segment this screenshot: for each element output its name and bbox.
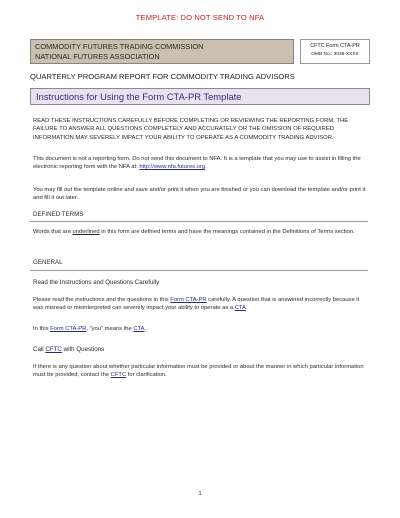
defined-terms-divider [30, 221, 368, 222]
sub2-pre: Call [33, 346, 46, 353]
cta-term-link-2[interactable]: CTA [133, 326, 145, 332]
agency-header-box [30, 39, 294, 64]
not-reporting-end: . [205, 164, 207, 171]
defined-terms-post: in this form are defined terms and have the meanings contained in the Definitions of Terms section. [99, 229, 355, 235]
underlined-word: underlined [72, 229, 100, 235]
p1-mid: carefully. A question that is answered incorrectly because it was misread or misinterpreted can severely impact your ability to operate as a [33, 297, 360, 312]
caps-warning-paragraph: READ THESE INSTRUCTIONS CAREFULLY BEFORE COMPLETING OR REVIEWING THE REPORTING FORM. THE FAILURE TO ANSWER ALL QUESTIONS COMPLETELY AND ACCURATELY OR THE OMISSION OF REQUIRED INFORMATION MAY SEVERELY IMPACT YOUR ABILITY TO OPERATE AS A COMMODITY TRADING ADVISOR. [33, 118, 349, 141]
p1-pre: Please read the instructions and the questions in this [33, 297, 171, 303]
cta-term-link[interactable]: CTA [234, 305, 246, 312]
instructions-title-bar [30, 88, 370, 105]
p2-pre: In this [33, 326, 51, 332]
form-id-box [300, 39, 370, 64]
call-cftc-subheading [33, 346, 104, 353]
nfa-website-link[interactable]: http://www.nfa.futures.org [139, 164, 206, 171]
p2-mid: , "you" means the [86, 326, 134, 332]
not-reporting-paragraph [33, 155, 369, 171]
cftc-link-2[interactable]: CFTC [110, 372, 127, 379]
p3-pre: If there is any question about whether particular information must be provided or about the manner in which particular information must be provided, contact the [33, 364, 364, 379]
defined-terms-pre: Words that are [33, 229, 73, 235]
page-number: 1 [198, 491, 202, 497]
omb-number: OMB No.: 3038-XXXX [311, 52, 359, 57]
form-cta-pr-link[interactable]: Form CTA-PR [170, 297, 207, 303]
general-divider [30, 270, 368, 271]
defined-terms-heading: DEFINED TERMS [33, 211, 84, 218]
agency-line-nfa: NATIONAL FUTURES ASSOCIATION [35, 52, 160, 61]
read-instructions-subheading: Read the Instructions and Questions Carefully [33, 279, 160, 286]
cftc-link[interactable]: CFTC [45, 346, 62, 353]
form-name: CFTC Form CTA-PR [310, 43, 360, 49]
not-reporting-text: This document is not a reporting form. Do not send this document to NFA. It is a template that you may use to assist in filling the electronic reporting form with the NFA at: [33, 156, 361, 171]
defined-terms-paragraph [33, 228, 369, 236]
template-warning-banner: TEMPLATE: DO NOT SEND TO NFA [135, 13, 265, 22]
sub2-post: with Questions [61, 346, 105, 353]
general-heading: GENERAL [33, 259, 63, 266]
report-title: QUARTERLY PROGRAM REPORT FOR COMMODITY TRADING ADVISORS [30, 72, 295, 81]
questions-paragraph [33, 363, 369, 379]
p2-end: . [144, 326, 147, 332]
read-carefully-paragraph [33, 296, 369, 312]
p3-end: for clarification. [126, 372, 167, 379]
fill-out-paragraph: You may fill out the template online and save and/or print it when you are finished or you can download the template and/or print it and fill it out later. [33, 187, 366, 202]
you-means-paragraph [33, 325, 369, 333]
p1-end: . [245, 305, 248, 312]
agency-line-cftc: COMMODITY FUTURES TRADING COMMISSION [35, 42, 204, 51]
form-cta-pr-link-2[interactable]: Form CTA-PR [50, 326, 87, 332]
instructions-title: Instructions for Using the Form CTA-PR Template [36, 91, 242, 102]
